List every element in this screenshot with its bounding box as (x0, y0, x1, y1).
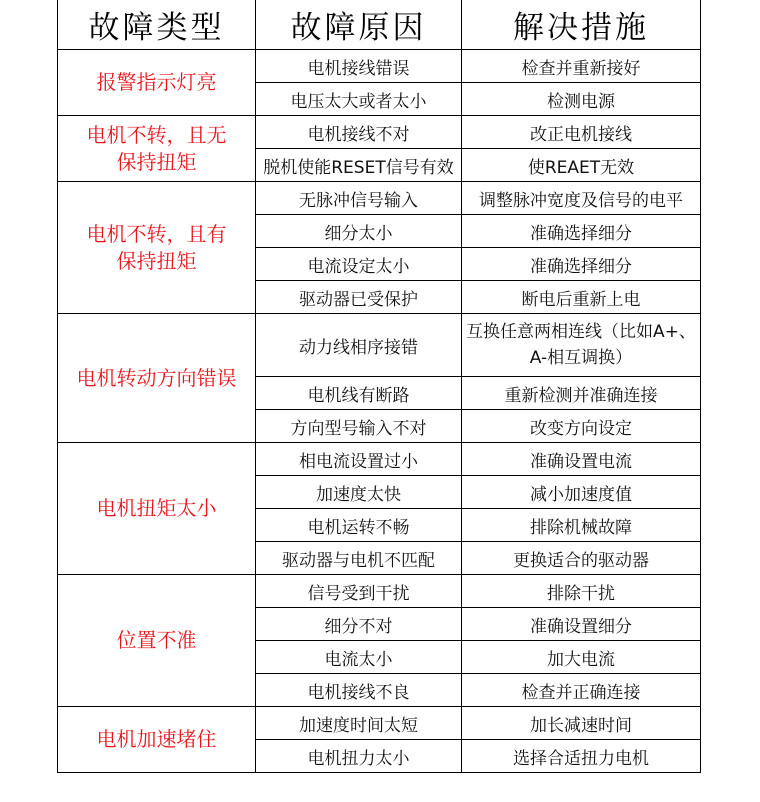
table-row (58, 575, 701, 608)
table-row (58, 50, 701, 83)
table-body (58, 50, 701, 773)
solution-cell: 断电后重新上电 (462, 281, 701, 314)
fault-cause-cell: 无脉冲信号输入 (256, 182, 462, 215)
solution-cell: 加大电流 (462, 641, 701, 674)
fault-type-cell: 电机不转，且有 保持扭矩 (58, 182, 256, 314)
table-row (58, 182, 701, 215)
fault-cause-cell: 电流太小 (256, 641, 462, 674)
fault-cause-cell: 电机运转不畅 (256, 509, 462, 542)
table-row (58, 707, 701, 740)
header-fault-cause: 故障原因 (256, 0, 462, 50)
solution-cell: 排除机械故障 (462, 509, 701, 542)
solution-cell: 减小加速度值 (462, 476, 701, 509)
solution-cell: 检测电源 (462, 83, 701, 116)
fault-cause-cell: 电压太大或者太小 (256, 83, 462, 116)
solution-cell: 更换适合的驱动器 (462, 542, 701, 575)
solution-cell: 加长减速时间 (462, 707, 701, 740)
solution-cell: 准确设置细分 (462, 608, 701, 641)
solution-cell: 改变方向设定 (462, 410, 701, 443)
fault-cause-cell: 加速度时间太短 (256, 707, 462, 740)
solution-cell: 准确设置电流 (462, 443, 701, 476)
solution-cell: 检查并重新接好 (462, 50, 701, 83)
fault-cause-cell: 相电流设置过小 (256, 443, 462, 476)
fault-cause-cell: 细分太小 (256, 215, 462, 248)
fault-type-cell: 电机不转，且无 保持扭矩 (58, 116, 256, 182)
solution-cell: 排除干扰 (462, 575, 701, 608)
header-fault-type: 故障类型 (58, 0, 256, 50)
fault-type-cell: 位置不准 (58, 575, 256, 707)
solution-cell: 改正电机接线 (462, 116, 701, 149)
fault-cause-cell: 电机线有断路 (256, 377, 462, 410)
solution-cell: 重新检测并准确连接 (462, 377, 701, 410)
solution-cell: 选择合适扭力电机 (462, 740, 701, 773)
table-header (58, 0, 701, 50)
header-row (58, 0, 701, 50)
fault-cause-cell: 电机扭力太小 (256, 740, 462, 773)
fault-table (57, 0, 701, 773)
solution-cell: 检查并正确连接 (462, 674, 701, 707)
fault-type-cell: 电机加速堵住 (58, 707, 256, 773)
fault-cause-cell: 电机接线不良 (256, 674, 462, 707)
table-row (58, 314, 701, 377)
fault-cause-cell: 脱机使能RESET信号有效 (256, 149, 462, 182)
fault-type-cell: 报警指示灯亮 (58, 50, 256, 116)
solution-cell: 调整脉冲宽度及信号的电平 (462, 182, 701, 215)
fault-cause-cell: 电机接线错误 (256, 50, 462, 83)
fault-cause-cell: 加速度太快 (256, 476, 462, 509)
solution-cell: 使REAET无效 (462, 149, 701, 182)
header-solution: 解决措施 (462, 0, 701, 50)
fault-cause-cell: 电流设定太小 (256, 248, 462, 281)
fault-type-cell: 电机扭矩太小 (58, 443, 256, 575)
table-row (58, 116, 701, 149)
fault-cause-cell: 驱动器已受保护 (256, 281, 462, 314)
fault-cause-cell: 方向型号输入不对 (256, 410, 462, 443)
fault-cause-cell: 细分不对 (256, 608, 462, 641)
solution-cell: 准确选择细分 (462, 248, 701, 281)
fault-cause-cell: 驱动器与电机不匹配 (256, 542, 462, 575)
fault-type-cell: 电机转动方向错误 (58, 314, 256, 443)
solution-cell: 准确选择细分 (462, 215, 701, 248)
fault-cause-cell: 电机接线不对 (256, 116, 462, 149)
table-row (58, 443, 701, 476)
fault-cause-cell: 信号受到干扰 (256, 575, 462, 608)
fault-cause-cell: 动力线相序接错 (256, 314, 462, 377)
solution-cell: 互换任意两相连线（比如A+、A-相互调换） (462, 314, 701, 377)
